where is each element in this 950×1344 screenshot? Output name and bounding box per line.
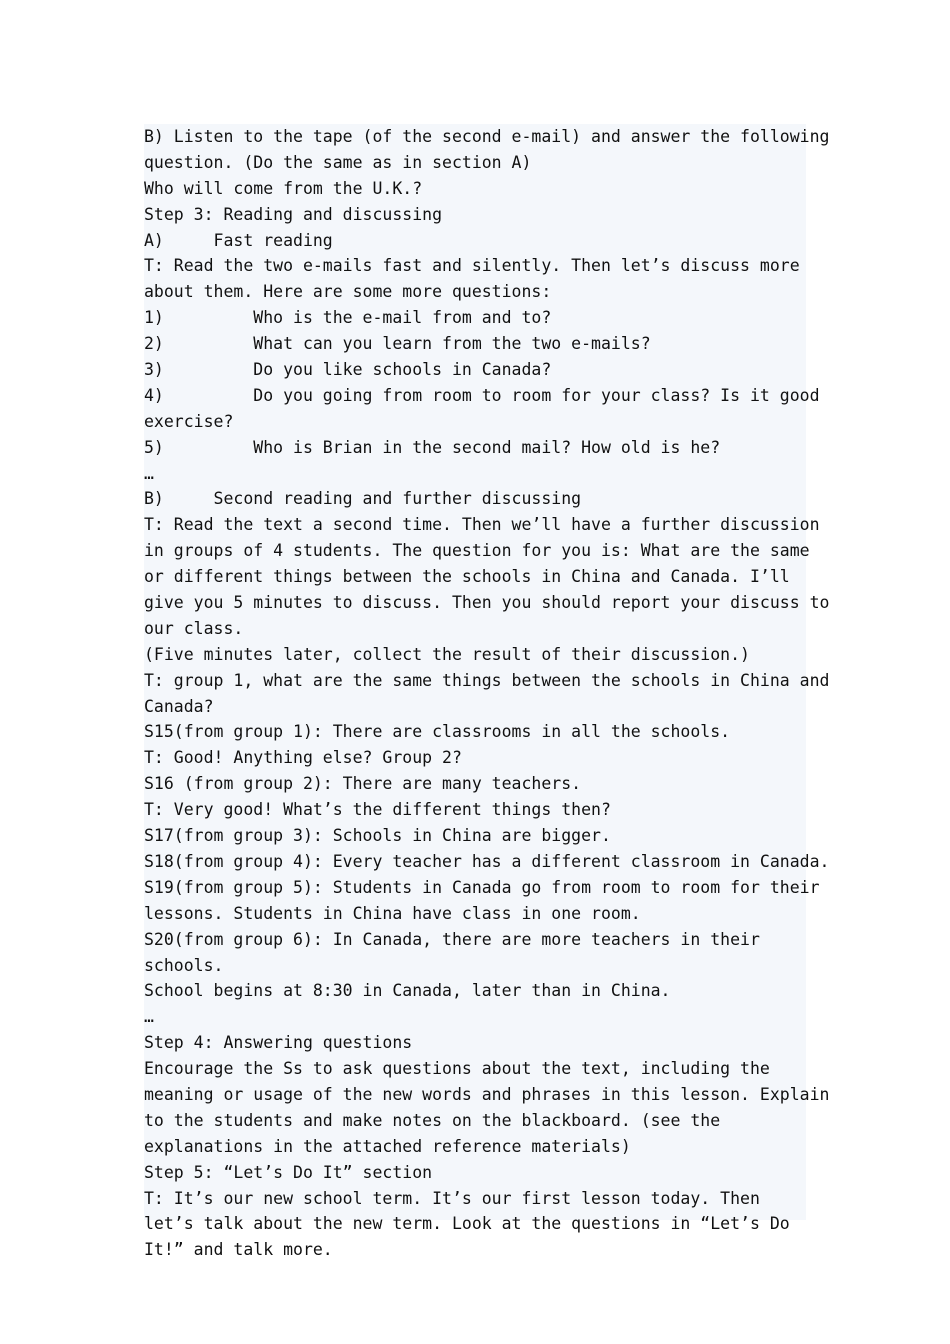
dialogue-line: S20(from group 6): In Canada, there are more teachers in their	[144, 929, 760, 949]
dialogue-line: S19(from group 5): Students in Canada go from room to room for their	[144, 877, 820, 897]
text-line: T: It’s our new school term. It’s our first lesson today. Then	[144, 1188, 760, 1208]
dialogue-line: T: Good! Anything else? Group 2?	[144, 748, 462, 768]
text-line: in groups of 4 students. The question for you is: What are the same	[144, 541, 810, 561]
text-line: (Five minutes later, collect the result of their discussion.)	[144, 644, 750, 664]
text-line: It!” and talk more.	[144, 1240, 333, 1260]
lesson-plan-text	[144, 124, 830, 1260]
text-line: T: Read the two e-mails fast and silently. Then let’s discuss more	[144, 256, 800, 276]
dialogue-line: S17(from group 3): Schools in China are bigger.	[144, 826, 611, 846]
section-heading-step-4: Step 4: Answering questions	[144, 1033, 413, 1053]
section-heading-step-5: Step 5: “Let’s Do It” section	[144, 1162, 433, 1182]
text-line: explanations in the attached reference materials)	[144, 1136, 631, 1156]
text-line: Who will come from the U.K.?	[144, 178, 423, 198]
text-line: let’s talk about the new term. Look at the questions in “Let’s Do	[144, 1214, 790, 1234]
ellipsis: …	[144, 463, 154, 483]
section-heading-step-3: Step 3: Reading and discussing	[144, 204, 443, 224]
text-line: give you 5 minutes to discuss. Then you should report your discuss to	[144, 593, 830, 613]
subsection-heading-second-reading: B) Second reading and further discussing	[144, 489, 582, 509]
text-line: or different things between the schools in China and Canada. I’ll	[144, 567, 790, 587]
text-line: our class.	[144, 618, 244, 638]
dialogue-line: S18(from group 4): Every teacher has a different classroom in Canada.	[144, 851, 830, 871]
text-line: lessons. Students in China have class in one room.	[144, 903, 641, 923]
text-line: Encourage the Ss to ask questions about the text, including the	[144, 1059, 770, 1079]
question-item: 5) Who is Brian in the second mail? How old is he?	[144, 437, 721, 457]
question-item: 2) What can you learn from the two e-mails?	[144, 334, 651, 354]
text-line: schools.	[144, 955, 224, 975]
dialogue-line: S16 (from group 2): There are many teachers.	[144, 774, 582, 794]
question-item: 4) Do you going from room to room for your class? Is it good	[144, 385, 820, 405]
text-line: exercise?	[144, 411, 234, 431]
text-line: School begins at 8:30 in Canada, later than in China.	[144, 981, 671, 1001]
text-line: question. (Do the same as in section A)	[144, 152, 532, 172]
text-line: T: group 1, what are the same things between the schools in China and	[144, 670, 830, 690]
dialogue-line: T: Very good! What’s the different things then?	[144, 800, 611, 820]
dialogue-line: S15(from group 1): There are classrooms in all the schools.	[144, 722, 731, 742]
text-line: B) Listen to the tape (of the second e-mail) and answer the following	[144, 127, 830, 146]
ellipsis: …	[144, 1007, 154, 1027]
question-item: 1) Who is the e-mail from and to?	[144, 308, 552, 328]
text-line: meaning or usage of the new words and phrases in this lesson. Explain	[144, 1084, 830, 1104]
text-line: to the students and make notes on the blackboard. (see the	[144, 1110, 721, 1130]
text-line: Canada?	[144, 696, 214, 716]
subsection-heading-fast-reading: A) Fast reading	[144, 230, 333, 250]
text-line: about them. Here are some more questions:	[144, 282, 552, 302]
question-item: 3) Do you like schools in Canada?	[144, 360, 552, 380]
text-line: T: Read the text a second time. Then we’ll have a further discussion	[144, 515, 820, 535]
